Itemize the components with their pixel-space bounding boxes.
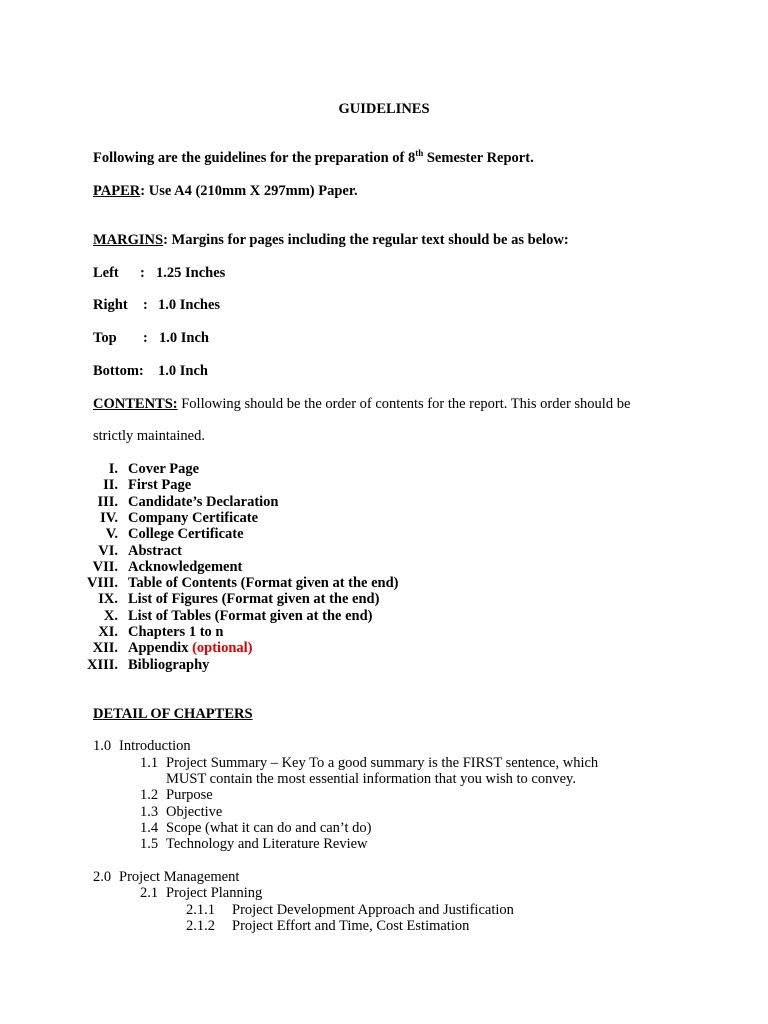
margin-right-value: 1.0 Inches — [158, 297, 221, 313]
contents-item-number: VIII. — [86, 575, 118, 591]
intro-superscript: th — [415, 148, 424, 159]
section-number: 1.1 — [140, 755, 159, 771]
contents-text-continued: strictly maintained. — [93, 428, 205, 444]
contents-item-number: I. — [108, 461, 118, 477]
subsection-title: Project Effort and Time, Cost Estimation — [232, 918, 470, 934]
chapter-2-title: Project Management — [119, 869, 240, 885]
page-title: GUIDELINES — [338, 101, 430, 117]
section-title: Scope (what it can do and can’t do) — [166, 820, 372, 836]
section-number: 1.5 — [140, 836, 159, 852]
contents-line — [93, 396, 630, 413]
contents-item-number: VI. — [98, 543, 118, 559]
optional-note: (optional) — [192, 640, 253, 656]
section-title-continued: MUST contain the most essential information that you wish to convey. — [166, 771, 576, 787]
section-number: 1.3 — [140, 804, 159, 820]
margin-bottom-name: Bottom: — [93, 363, 144, 379]
section-title: Purpose — [166, 787, 213, 803]
intro-text: Following are the guidelines for the preparation of 8 — [93, 150, 416, 166]
margin-left-value: 1.25 Inches — [156, 265, 226, 281]
contents-item: College Certificate — [128, 526, 244, 542]
contents-item: Abstract — [128, 543, 182, 559]
contents-item: Table of Contents (Format given at the end) — [128, 575, 399, 591]
paper-text: : Use A4 (210mm X 297mm) Paper. — [140, 183, 358, 199]
margin-left-sep: : — [140, 265, 145, 281]
contents-item: List of Tables (Format given at the end) — [128, 608, 373, 624]
contents-item-number: VII. — [92, 559, 118, 575]
section-number: 1.2 — [140, 787, 159, 803]
margins-label: MARGINS — [93, 232, 164, 248]
section-number: 2.1 — [140, 885, 159, 901]
section-title: Project Summary – Key To a good summary is the FIRST sentence, which — [166, 755, 599, 771]
margin-right-name: Right — [93, 297, 128, 313]
margins-text: : Margins for pages including the regular text should be as below: — [163, 232, 569, 248]
section-title: Technology and Literature Review — [166, 836, 368, 852]
contents-item: Candidate’s Declaration — [128, 494, 279, 510]
section-title: Project Planning — [166, 885, 263, 901]
contents-item: Bibliography — [128, 657, 210, 673]
contents-item: Company Certificate — [128, 510, 259, 526]
contents-item: Chapters 1 to n — [128, 624, 224, 640]
margin-bottom-value: 1.0 Inch — [158, 363, 208, 379]
section-title: Objective — [166, 804, 223, 820]
margins-line — [93, 232, 569, 249]
contents-item-number: III. — [97, 494, 118, 510]
paper-label: PAPER — [93, 183, 141, 199]
contents-item-number: IV. — [100, 510, 118, 526]
chapter-1-title: Introduction — [119, 738, 191, 754]
contents-item: First Page — [128, 477, 192, 493]
contents-item-text: Appendix — [128, 640, 189, 656]
chapter-2-number: 2.0 — [93, 869, 112, 885]
intro-line — [93, 150, 534, 167]
contents-item-number: V. — [105, 526, 118, 542]
chapters-heading: DETAIL OF CHAPTERS — [93, 706, 253, 722]
margin-left-name: Left — [93, 265, 119, 281]
intro-text-end: Semester Report. — [423, 150, 534, 166]
contents-item: List of Figures (Format given at the end) — [128, 591, 380, 607]
contents-item-number: XI. — [98, 624, 118, 640]
chapter-1-number: 1.0 — [93, 738, 112, 754]
contents-item: Acknowledgement — [128, 559, 243, 575]
contents-item-number: XIII. — [86, 657, 118, 673]
contents-item-appendix — [128, 640, 253, 657]
subsection-title: Project Development Approach and Justification — [232, 902, 514, 918]
paper-line — [93, 183, 358, 200]
margin-top-sep: : — [143, 330, 148, 346]
contents-item-number: IX. — [98, 591, 118, 607]
margin-top-value: 1.0 Inch — [159, 330, 209, 346]
contents-item: Cover Page — [128, 461, 199, 477]
subsection-number: 2.1.2 — [186, 918, 215, 934]
subsection-number: 2.1.1 — [186, 902, 215, 918]
contents-item-number: II. — [103, 477, 118, 493]
contents-item-number: XII. — [92, 640, 118, 656]
margin-right-sep: : — [143, 297, 148, 313]
contents-label: CONTENTS: — [93, 396, 178, 412]
margin-top-name: Top — [93, 330, 117, 346]
contents-item-number: X. — [103, 608, 118, 624]
contents-text: Following should be the order of contents for the report. This order should be — [177, 396, 631, 412]
section-number: 1.4 — [140, 820, 159, 836]
